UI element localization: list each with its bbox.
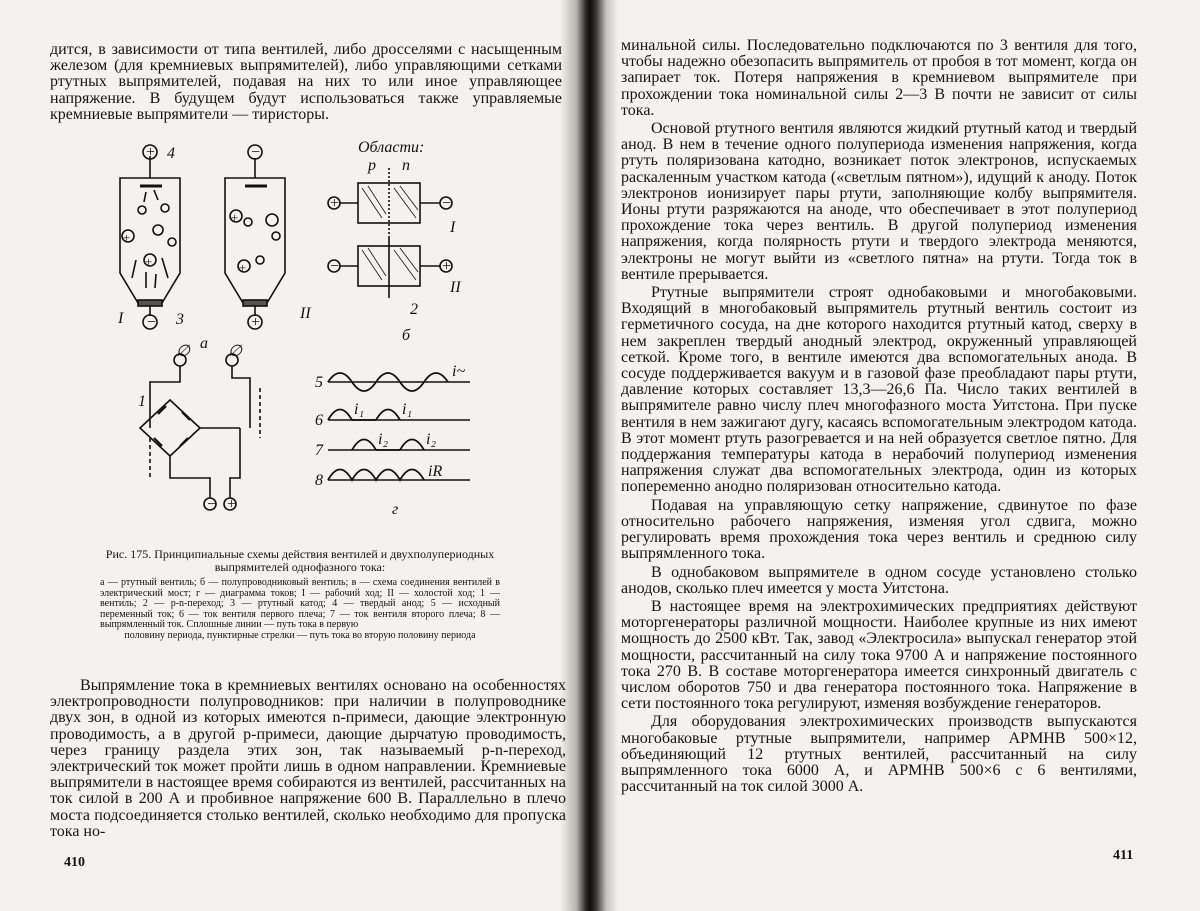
fig-label-n: n (402, 157, 410, 174)
figure-legend-line-1: а — ртутный вентиль; б — полупроводниковый вентиль; в — схема соединения вентилей в электрический мост; г — диаграмма токов; I — рабочий ход; II — холостой ход; 1 — вентиль; 2 — p-n-переход; 3 — ртутный катод; 4 — твердый анод; 5 — исходный переменный ток; 6 — ток вентиля первого плеча; 7 — ток вентиля второго плеча; 8 — выпрямленный ток. Сплошные линии — путь тока в первую (100, 577, 500, 630)
figure-175-drawing (110, 138, 510, 530)
fig-label-i2-a: i₂ (378, 431, 389, 448)
fig-plus-ion-2: + (144, 254, 153, 269)
fig-minus-v: − (206, 496, 217, 513)
left-page (0, 0, 575, 911)
page-number-left: 410 (64, 855, 85, 870)
fig-plus-ion-1: + (122, 230, 131, 245)
fig-label-4: 4 (167, 145, 175, 162)
fig-plus-b2: + (441, 258, 452, 275)
left-bottom-text (50, 678, 566, 840)
figure-caption: Рис. 175. Принципиальные схемы действия вентилей и двухполупериодных выпрямителей однофазного тока: (105, 547, 495, 574)
fig-plus-b1: + (329, 195, 340, 212)
right-paragraph-6: В настоящее время на электрохимических предприятиях действуют моторгенераторы различной мощности. Наиболее крупные из них имеют мощность до 2500 кВт. Так, завод «Электросила» выпускал генератор этой мощности, рассчитанный на силу тока 9700 А и напряжение постоянного тока 270 В. В составе моторгенератора имеется синхронный двигатель с числом оборотов 750 и два генератора постоянного тока. Напряжение в сети постоянного тока регулируют, изменяя возбуждение генераторов. (621, 597, 1137, 713)
right-paragraph-7: Для оборудования электрохимических производств выпускаются многобаковые ртутные выпрямители, например АРМНВ 500×12, объединяющий 12 ртутных вентилей, рассчитанный на силу выпрямленного тока 6000 А, и АРМНВ 500×6 с 6 вентилями, рассчитанный на ток силой 3000 А. (621, 713, 1137, 796)
fig-label-3: 3 (176, 311, 184, 328)
fig-minus-a1: − (146, 314, 157, 331)
figure-175 (110, 138, 510, 530)
right-text (621, 38, 1137, 797)
page-number-right: 411 (1113, 848, 1134, 863)
fig-phase-1: ∅ (176, 343, 190, 360)
fig-label-g: г (392, 501, 399, 518)
fig-label-il: i~ (452, 363, 466, 380)
fig-label-I-a: I (118, 310, 124, 327)
fig-label-II-b: II (450, 279, 461, 296)
fig-label-a: а (200, 335, 208, 352)
left-paragraph-2: Выпрямление тока в кремниевых вентилях основано на особенностях электропроводности полупроводников: при наличии в полупроводнике двух зон, в одной из которых имеются n-примеси, дающие электронную проводимость, а в другой p-примеси, дающие дырчатую проводимость, через границу раздела этих зон, так называемый p-n-переход, электрический ток может пройти лишь в одном направлении. Кремниевые выпрямители в настоящее время собираются из вентилей, рассчитанных на ток силой в 200 А и пробивное напряжение 600 В. Параллельно в плечо моста подсоединяется столько вентилей, сколько необходимо для пропуска тока но- (50, 677, 566, 840)
fig-plus-v: + (226, 496, 237, 513)
fig-minus-a2: − (250, 144, 261, 161)
fig-label-1: 1 (138, 393, 146, 410)
fig-label-p: p (368, 157, 376, 174)
right-paragraph-2: Основой ртутного вентиля являются жидкий ртутный катод и твердый анод. В нем в течение одного полупериода изменения напряжения, когда ртуть поляризована катодно, возникает поток электронов, испускаемых раскаленным участком катода («светлым пятном»), идущий к аноду. Поток электронов ионизирует пары ртути, заполняющие колбу выпрямителя. Ионы ртути разряжаются на аноде, что обеспечивает в этот полупериод прохождение тока через вентиль. В другой полупериод изменения напряжения, когда полярность ртути и твердого электрода меняются, электроны не могут выйти из «светлого пятна» на ртути. Тогда ток в вентиле прерывается. (621, 120, 1137, 283)
fig-plus-ion-3: + (230, 210, 239, 225)
fig-label-i1-b: i₁ (402, 401, 413, 418)
fig-phase-2: ∅ (228, 343, 242, 360)
fig-label-5: 5 (315, 374, 323, 391)
left-top-text (50, 42, 562, 123)
fig-label-iR: iR (428, 463, 443, 480)
mercury-cathode-3 (138, 300, 162, 306)
fig-label-8: 8 (315, 472, 323, 489)
right-paragraph-1: минальной силы. Последовательно подключаются по 3 вентиля для того, чтобы надежно обезопасить выпрямитель от пробоя в тот момент, когда он запирает ток. Потеря напряжения в кремниевом выпрямителе при прохождении тока номинальной силы 2—3 В почти не зависит от силы тока. (621, 37, 1137, 119)
fig-label-b: б (402, 327, 411, 344)
fig-regions: Области: (358, 139, 425, 156)
fig-label-6: 6 (315, 412, 323, 429)
fig-plus-a1: + (145, 144, 156, 161)
wheatstone-bridge (140, 400, 200, 456)
fig-label-i1-a: i₁ (354, 401, 365, 418)
fig-label-2: 2 (410, 301, 418, 318)
fig-label-i2-b: i₂ (426, 431, 437, 448)
right-paragraph-3: Ртутные выпрямители строят однобаковыми и многобаковыми. Входящий в многобаковый выпрямитель ртутный вентиль состоит из герметичного сосуда, на дне которого находится ртутный катод, сверху в нем закреплен твердый анодный электрод, окруженный управляющей сеткой. Кроме того, в вентиле имеются два вспомогательных анода. В сосуде поддерживается вакуум и в газовой фазе преобладают пары ртути, давление которых составляет 13,3—26,6 Па. Число таких вентилей в выпрямителе равно числу плеч многофазного моста Уитстона. При пуске вентиля в нем зажигают дугу, касаясь вспомогательным электродом катода. В этот момент ртуть разогревается и на ней образуется светлое пятно. Для поддержания температуры катода в нерабочий полупериод изменения напряжения служат два вспомогательных электрода, один из которых попеременно анодно поляризован относительно катода. (621, 284, 1137, 496)
right-page (605, 0, 1200, 911)
right-paragraph-5: В однобаковом выпрямителе в одном сосуде установлено столько анодов, сколько плеч имеется у моста Уитстона. (621, 563, 1137, 597)
fig-plus-ion-4: + (238, 260, 247, 275)
fig-minus-b2: − (329, 258, 340, 275)
fig-label-I-b: I (450, 219, 456, 236)
right-paragraph-4: Подавая на управляющую сетку напряжение, сдвинутое по фазе относительно рабочего напряжения, изменяя угол сдвига, можно регулировать время прохождения тока через вентиль и среднюю силу выпрямленного тока. (621, 496, 1137, 563)
fig-label-7: 7 (315, 442, 323, 459)
fig-plus-a2: + (250, 314, 261, 331)
figure-legend (100, 578, 500, 641)
left-paragraph-1: дится, в зависимости от типа вентилей, либо дросселями с насыщенным железом (для кремниевых выпрямителей), либо управляющими сетками ртутных выпрямителей, подавая на них то или иное управляющее напряжение. В будущем будут использоваться также управляемые кремниевые выпрямители — тиристоры. (50, 41, 562, 123)
figure-legend-line-2: половину периода, пунктирные стрелки — путь тока во вторую половину периода (124, 629, 476, 641)
fig-label-II-a: II (300, 305, 311, 322)
fig-minus-b1: − (441, 195, 452, 212)
